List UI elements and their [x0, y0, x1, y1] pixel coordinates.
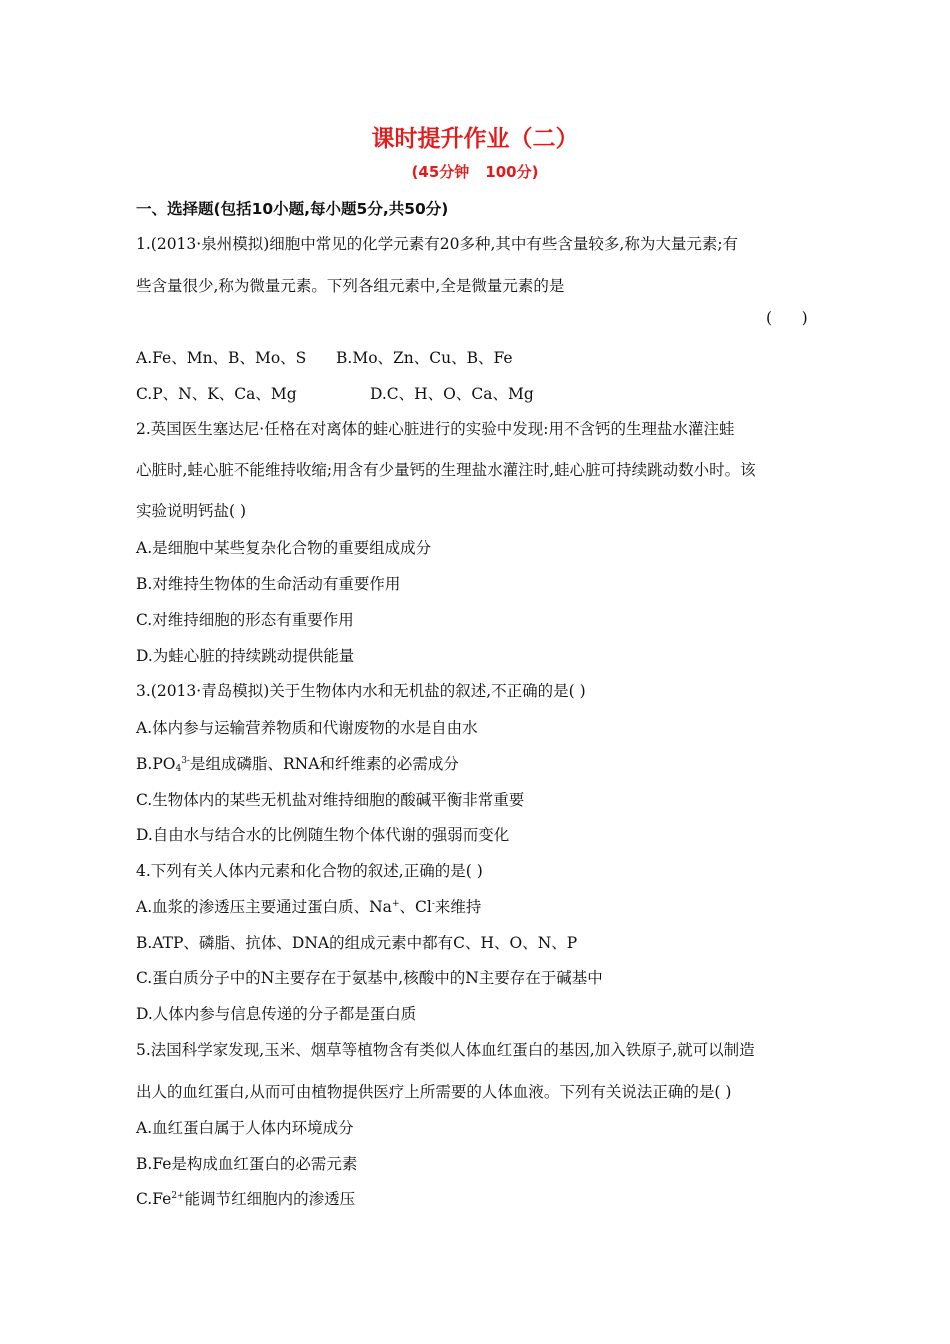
q4-option-a-text2: 、Cl [399, 898, 432, 916]
q1-option-d: D.C、H、O、Ca、Mg [370, 385, 534, 403]
q4-option-a [136, 895, 481, 917]
q3-option-c: C.生物体内的某些无机盐对维持细胞的酸碱平衡非常重要 [136, 791, 525, 809]
q1-answer-blank: ( ) [766, 309, 808, 327]
q4-option-c: C.蛋白质分子中的N主要存在于氨基中,核酸中的N主要存在于碱基中 [136, 969, 603, 987]
q4-option-a-sup1: + [391, 899, 400, 909]
q5-option-c-text2: 能调节红细胞内的渗透压 [184, 1190, 356, 1208]
q5-option-c-text1: C.Fe [136, 1190, 172, 1208]
q2-line2: 心脏时,蛙心脏不能维持收缩;用含有少量钙的生理盐水灌注时,蛙心脏可持续跳动数小时。该 [136, 461, 756, 479]
page-title: 课时提升作业（二） [371, 126, 579, 152]
q4-option-d: D.人体内参与信息传递的分子都是蛋白质 [136, 1005, 417, 1023]
q2-line3: 实验说明钙盐( ) [136, 502, 247, 520]
q3-option-b-formula: B.PO [136, 755, 176, 773]
section-heading: 一、选择题(包括10小题,每小题5分,共50分) [136, 200, 449, 218]
subtitle-score: 100分) [485, 163, 539, 181]
q3-option-b-superscript: 3- [181, 756, 190, 766]
q2-option-c: C.对维持细胞的形态有重要作用 [136, 611, 354, 629]
q4-option-a-text3: 来维持 [434, 898, 482, 916]
q5-option-a: A.血红蛋白属于人体内环境成分 [136, 1119, 354, 1137]
q2-line1: 2.英国医生塞达尼·任格在对离体的蛙心脏进行的实验中发现:用不含钙的生理盐水灌注蛙 [136, 420, 735, 438]
q4-option-a-text1: A.血浆的渗透压主要通过蛋白质、Na [136, 898, 392, 916]
q1-option-b: B.Mo、Zn、Cu、B、Fe [336, 349, 513, 367]
q2-option-d: D.为蛙心脏的持续跳动提供能量 [136, 647, 355, 665]
q5-option-c-sup: 2+ [171, 1191, 185, 1201]
q2-option-a: A.是细胞中某些复杂化合物的重要组成成分 [136, 539, 432, 557]
q5-option-c [136, 1187, 355, 1209]
page-subtitle [0, 161, 950, 182]
q4-line1: 4.下列有关人体内元素和化合物的叙述,正确的是( ) [136, 862, 483, 880]
q5-line2: 出人的血红蛋白,从而可由植物提供医疗上所需要的人体血液。下列有关说法正确的是( ) [136, 1083, 732, 1101]
q3-line1: 3.(2013·青岛模拟)关于生物体内水和无机盐的叙述,不正确的是( ) [136, 682, 586, 700]
q3-option-b-text: 是组成磷脂、RNA和纤维素的必需成分 [189, 755, 459, 773]
q5-option-b: B.Fe是构成血红蛋白的必需元素 [136, 1155, 358, 1173]
q3-option-b-subscript: 4 [175, 764, 182, 774]
q4-option-b: B.ATP、磷脂、抗体、DNA的组成元素中都有C、H、O、N、P [136, 934, 578, 952]
q1-option-a: A.Fe、Mn、B、Mo、S [136, 349, 307, 367]
q3-option-d: D.自由水与结合水的比例随生物个体代谢的强弱而变化 [136, 826, 510, 844]
q4-option-a-sup2: - [431, 899, 435, 909]
q2-option-b: B.对维持生物体的生命活动有重要作用 [136, 575, 401, 593]
q3-option-b [136, 752, 459, 774]
subtitle-time: (45分钟 [411, 163, 470, 181]
q5-line1: 5.法国科学家发现,玉米、烟草等植物含有类似人体血红蛋白的基因,加入铁原子,就可以制造 [136, 1041, 755, 1059]
q1-option-c: C.P、N、K、Ca、Mg [136, 385, 297, 403]
q1-line1: 1.(2013·泉州模拟)细胞中常见的化学元素有20多种,其中有些含量较多,称为大量元素;有 [136, 235, 739, 253]
q1-line2: 些含量很少,称为微量元素。下列各组元素中,全是微量元素的是 [136, 277, 565, 295]
q3-option-a: A.体内参与运输营养物质和代谢废物的水是自由水 [136, 719, 478, 737]
